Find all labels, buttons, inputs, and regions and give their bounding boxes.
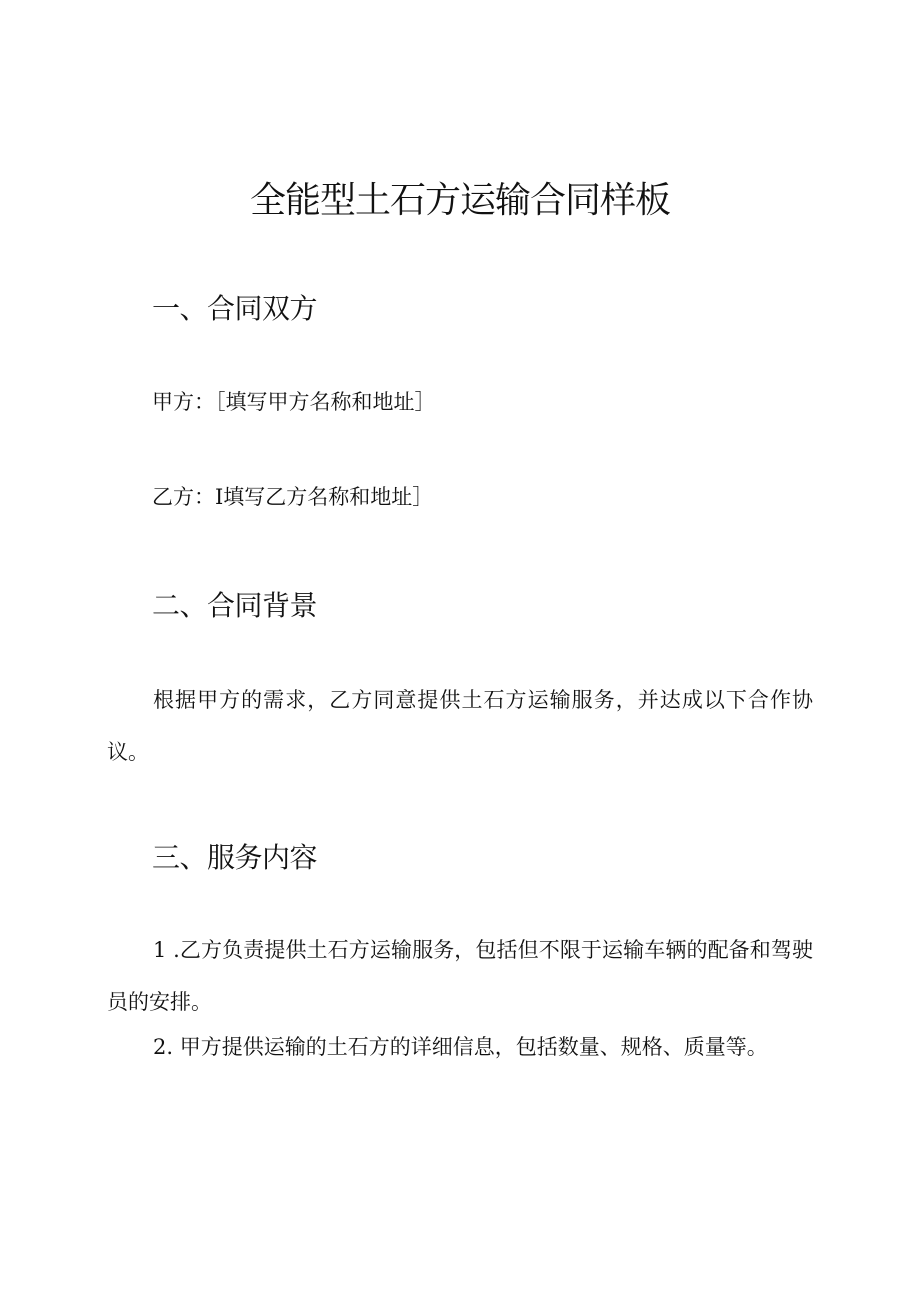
service-item-2: 2. 甲方提供运输的土石方的详细信息，包括数量、规格、质量等。 xyxy=(153,1035,768,1059)
section-heading-parties: 一、合同双方 xyxy=(152,292,318,325)
service-item-1: 1 .乙方负责提供土石方运输服务，包括但不限于运输车辆的配备和驾驶员的安排。 xyxy=(107,938,813,1014)
party-a-line: 甲方：［填写甲方名称和地址］ xyxy=(152,390,436,414)
background-paragraph: 根据甲方的需求，乙方同意提供土石方运输服务，并达成以下合作协议。 xyxy=(107,688,813,764)
document-title: 全能型土石方运输合同样板 xyxy=(249,180,670,221)
section-heading-background: 二、合同背景 xyxy=(152,589,318,622)
section-heading-services: 三、服务内容 xyxy=(152,841,318,874)
party-b-line: 乙方：I填写乙方名称和地址］ xyxy=(152,485,434,509)
